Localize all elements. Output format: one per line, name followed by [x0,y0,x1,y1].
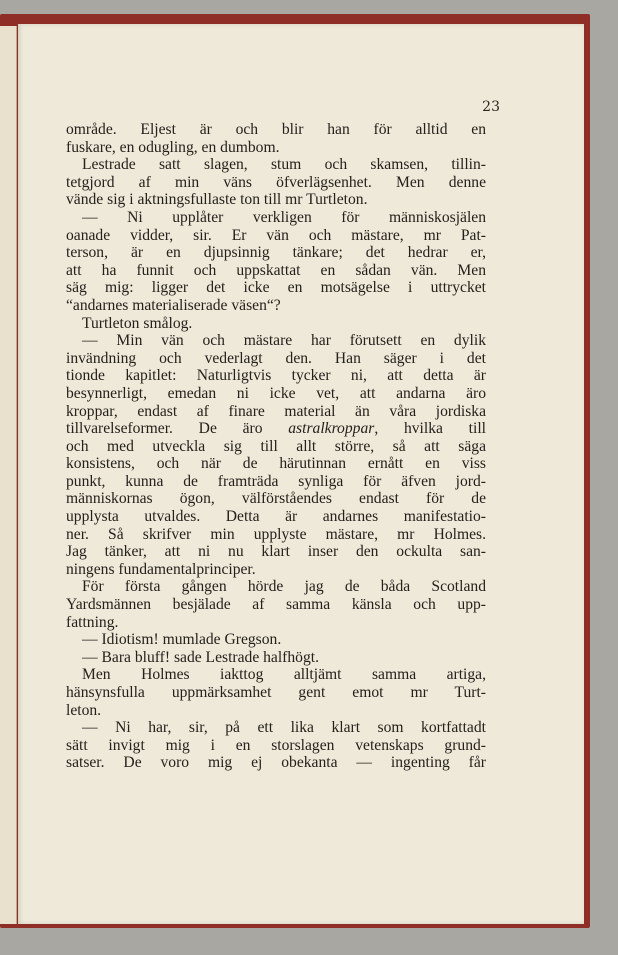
text-line: satser. De voro mig ej obekanta — ingenting får [66,754,486,772]
text-line: Turtleton smålog. [82,314,193,332]
text-line: upplysta utvaldes. Detta är andarnes manifestatio- [66,508,486,526]
text-line: område. Eljest är och blir han för alltid en [66,121,486,138]
text-line: tetgjord af min väns öfverlägsenhet. Men denne [66,173,486,191]
text-line: invändning och vederlagt den. Han säger i det [66,349,486,367]
text-line: ner. Så skrifver min upplyste mästare, mr Holmes. [66,525,486,543]
text-line: tillvarelseformer. De äro astralkroppar, hvilka till [66,420,486,438]
text-line: tionde kapitlet: Naturligtvis tycker ni, att detta är [66,367,486,385]
text-line: människornas ögon, välförståendes endast för de [66,490,486,508]
text-line: Men Holmes iakttog alltjämt samma artiga, [82,666,486,684]
text-line: — Ni upplåter verkligen för människosjälen [82,208,486,226]
text-line: Yardsmännen besjälade af samma känsla och upp- [66,596,486,614]
text-line: konsistens, och när de härutinnan ernått en viss [66,455,486,473]
text-line: hänsynsfulla uppmärksamhet gent emot mr Turt- [66,684,486,701]
text-line: För första gången hörde jag de båda Scotland [82,578,486,596]
text-line: och med utveckla sig till allt större, så att säga [66,437,486,455]
text-line: Lestrade satt slagen, stum och skamsen, tillin- [82,156,486,174]
text-line: terson, är en djupsinnig tänkare; det hedrar er, [66,244,486,262]
text-line: kroppar, endast af finare material än våra jordiska [66,402,486,420]
body-text [66,121,486,772]
text-line: besynnerligt, emedan ni icke vet, att andarna äro [66,384,486,402]
text-line: oanade vidder, sir. Er vän och mästare, mr Pat- [66,226,486,244]
text-line: — Min vän och mästare har förutsett en dylik [82,332,486,350]
text-line: Jag tänker, att ni nu klart inser den ockulta san- [66,543,486,561]
text-line: — Bara bluff! sade Lestrade halfhögt. [82,648,319,666]
page-number: 23 [482,99,500,115]
text-line: ningens fundamentalprinciper. [66,560,256,578]
text-line: fuskare, en odugling, en dumbom. [66,138,280,156]
text-line: — Idiotism! mumlade Gregson. [82,631,282,649]
text-line: punkt, kunna de framträda synliga för äfven jord- [66,472,486,490]
text-line: “andarnes materialiserade väsen“? [66,296,281,314]
text-line: säg mig: ligger det icke en motsägelse i uttrycket [66,279,486,297]
text-line: — Ni har, sir, på ett lika klart som kortfattadt [82,719,486,737]
text-line: vände sig i aktningsfullaste ton till mr Turtleton. [66,191,368,209]
emphasis: astralkroppar [288,420,375,438]
text-line: sätt invigt mig i en storslagen vetenskaps grund- [66,736,486,754]
left-page-edge [0,26,17,924]
text-line: att ha funnit och uppskattat en sådan vän. Men [66,261,486,279]
text-line: leton. [66,701,102,719]
text-line: fattning. [66,613,119,631]
